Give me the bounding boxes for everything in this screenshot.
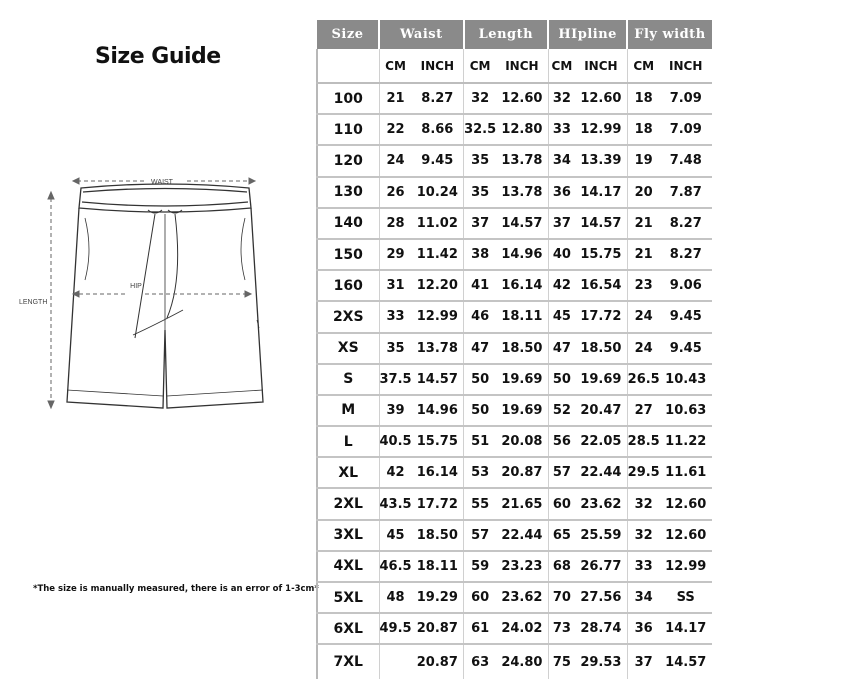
unit-label: INCH [496,49,548,83]
measure-cell: 34 [627,582,660,613]
size-cell: XS [317,333,379,364]
measure-cell: 14.57 [496,208,548,239]
measure-cell: 26.5 [627,364,660,395]
table-row [317,426,712,457]
size-cell: 100 [317,83,379,114]
measure-cell: 8.27 [660,239,712,270]
table-row [317,208,712,239]
measure-cell: 17.72 [575,301,627,332]
measure-cell: 21 [379,83,412,114]
measure-cell: 45 [379,520,412,551]
size-cell: 120 [317,145,379,176]
measure-cell: 22.44 [575,457,627,488]
measure-cell: 14.57 [575,208,627,239]
measure-cell: 11.22 [660,426,712,457]
header-length: Length [464,20,549,49]
measure-cell: 20 [627,177,660,208]
table-row [317,270,712,301]
table-row [317,83,712,114]
measure-cell: 68 [548,551,575,582]
measure-cell: 42 [548,270,575,301]
measure-cell: 25.59 [575,520,627,551]
measure-cell: 18.11 [412,551,464,582]
measure-cell: 13.78 [412,333,464,364]
measure-cell [379,644,412,679]
measure-cell: 16.54 [575,270,627,301]
measure-cell: 37 [627,644,660,679]
measure-cell: 33 [627,551,660,582]
measure-cell: 19.69 [575,364,627,395]
size-cell: 150 [317,239,379,270]
measure-cell: 37.5 [379,364,412,395]
measure-cell: 11.42 [412,239,464,270]
measure-cell: 19.69 [496,395,548,426]
size-cell: 6XL [317,613,379,644]
measure-cell: 13.78 [496,177,548,208]
header-waist: Waist [379,20,464,49]
measure-cell: 43.5 [379,488,412,519]
unit-label: INCH [660,49,712,83]
measure-cell: 23 [627,270,660,301]
measure-cell: 13.39 [575,145,627,176]
size-cell: 4XL [317,551,379,582]
header-fly-width: Fly width [627,20,712,49]
measure-cell: 8.66 [412,114,464,145]
measure-cell: 7.87 [660,177,712,208]
shorts-outline [67,184,263,408]
measure-cell: 37 [548,208,575,239]
table-row [317,239,712,270]
table-row [317,145,712,176]
size-cell: 130 [317,177,379,208]
unit-label: INCH [412,49,464,83]
measure-cell: 56 [548,426,575,457]
measure-cell: 10.24 [412,177,464,208]
size-cell: XL [317,457,379,488]
measure-cell: 20.87 [412,613,464,644]
measure-cell: 20.87 [416,654,458,670]
measure-cell: 14.17 [660,613,712,644]
measure-cell: 26 [379,177,412,208]
unit-row [317,49,712,83]
size-cell: 110 [317,114,379,145]
measure-cell: 26.77 [575,551,627,582]
measure-cell: 11.02 [412,208,464,239]
measure-cell: 33 [379,301,412,332]
measure-cell: 12.60 [496,83,548,114]
measure-cell: 29.5 [627,457,660,488]
measure-cell: 75 [548,644,575,679]
table-row [317,114,712,145]
measure-cell: 51 [464,426,497,457]
size-cell: 140 [317,208,379,239]
measure-cell: 21 [627,239,660,270]
hip-label: HIP [130,283,142,290]
measure-cell: 37 [464,208,497,239]
measure-cell: 48 [379,582,412,613]
measure-cell: 32 [627,488,660,519]
measure-cell: 50 [464,364,497,395]
unit-label: CM [379,49,412,83]
measure-cell: 12.99 [575,114,627,145]
unit-label: CM [627,49,660,83]
measure-cell: 50 [464,395,497,426]
measure-cell: 29.53 [580,654,622,670]
size-table-container [316,20,712,679]
measure-cell: 16.14 [496,270,548,301]
measure-cell: 18.50 [412,520,464,551]
table-row [317,644,712,679]
table-row [317,301,712,332]
measure-cell: 24 [627,301,660,332]
measure-cell: 17.72 [412,488,464,519]
measure-cell: 60 [464,582,497,613]
measure-cell: 41 [464,270,497,301]
measure-cell: 28.74 [575,613,627,644]
waist-label: WAIST [151,179,173,186]
measure-cell: 36 [548,177,575,208]
measure-cell: 12.80 [496,114,548,145]
measure-cell: 12.99 [412,301,464,332]
measure-cell: 7.48 [660,145,712,176]
measure-cell: 18 [627,83,660,114]
unit-blank [317,49,379,83]
length-label: LENGTH [19,299,48,306]
measure-cell: 18 [627,114,660,145]
measure-cell: 29 [379,239,412,270]
measure-cell: 40.5 [379,426,412,457]
measure-cell: 45 [548,301,575,332]
table-row [317,333,712,364]
measure-cell: 57 [548,457,575,488]
measure-cell: 53 [464,457,497,488]
measure-cell: 20.47 [575,395,627,426]
measure-cell: 14.17 [575,177,627,208]
measure-cell: 9.45 [660,333,712,364]
measure-cell: 47 [464,333,497,364]
header-hipline: HIpline [548,20,627,49]
size-cell: 5XL [317,582,379,613]
size-cell: S [317,364,379,395]
measure-cell: 19 [627,145,660,176]
measure-cell: 23.62 [575,488,627,519]
measure-cell: 10.63 [660,395,712,426]
measure-cell: 8.27 [412,83,464,114]
measure-cell: 59 [464,551,497,582]
header-row [317,20,712,49]
measure-cell: 32 [548,83,575,114]
measure-cell: 14.96 [496,239,548,270]
measure-cell: 12.60 [575,83,627,114]
measure-cell: 18.50 [575,333,627,364]
measure-cell: 52 [548,395,575,426]
measure-cell: 11.61 [660,457,712,488]
measure-cell: 10.43 [660,364,712,395]
page-title: Size Guide [95,44,221,69]
measure-cell: 49.5 [379,613,412,644]
length-dimension [48,192,54,408]
measure-cell: 50 [548,364,575,395]
measure-cell: SS [660,582,712,613]
measure-cell: 32.5 [464,114,497,145]
measure-cell: 12.99 [660,551,712,582]
size-cell: L [317,426,379,457]
measurement-note: *The size is manually measured, there is an error of 1-3cm* [33,584,319,594]
measure-cell: 16.14 [412,457,464,488]
measure-cell: 42 [379,457,412,488]
measure-cell: 27 [627,395,660,426]
measure-cell: 12.20 [412,270,464,301]
measure-cell: 24.80 [501,654,543,670]
measure-cell: 14.57 [665,654,707,670]
table-row [317,520,712,551]
measure-cell: 13.78 [496,145,548,176]
measure-cell: 35 [464,145,497,176]
measure-cell: 40 [548,239,575,270]
measure-cell: 14.57 [412,364,464,395]
measure-cell: 39 [379,395,412,426]
measure-cell: 28 [379,208,412,239]
measure-cell: 35 [379,333,412,364]
measure-cell: 34 [548,145,575,176]
unit-label: CM [464,49,497,83]
measure-cell: 63 [464,644,497,679]
size-cell: 160 [317,270,379,301]
measure-cell: 21 [627,208,660,239]
table-row [317,582,712,613]
measure-cell: 12.60 [660,520,712,551]
measure-cell: 18.50 [496,333,548,364]
measure-cell: 36 [627,613,660,644]
measure-cell: 15.75 [575,239,627,270]
table-row [317,395,712,426]
measure-cell: 19.69 [496,364,548,395]
size-cell: 2XL [317,488,379,519]
unit-label: INCH [575,49,627,83]
measure-cell: 27.56 [575,582,627,613]
measure-cell: 61 [464,613,497,644]
measure-cell: 23.23 [496,551,548,582]
measure-cell: 20.87 [496,457,548,488]
measure-cell: 9.45 [412,145,464,176]
header-size: Size [317,20,379,49]
measure-cell: 23.62 [496,582,548,613]
table-row [317,613,712,644]
measure-cell: 22.05 [575,426,627,457]
measure-cell: 9.06 [660,270,712,301]
measure-cell: 32 [464,83,497,114]
measure-cell: 31 [379,270,412,301]
measure-cell: 38 [464,239,497,270]
table-row [317,364,712,395]
table-row [317,457,712,488]
measure-cell: 15.75 [412,426,464,457]
measure-cell: 24 [627,333,660,364]
measure-cell: 7.09 [660,114,712,145]
measure-cell: 33 [548,114,575,145]
size-cell: 3XL [317,520,379,551]
size-table-body [317,83,712,679]
measure-cell: 65 [548,520,575,551]
measure-cell: 20.08 [496,426,548,457]
size-cell: 7XL [317,644,379,679]
measure-cell: 28.5 [627,426,660,457]
measure-cell: 60 [548,488,575,519]
measure-cell: 57 [464,520,497,551]
unit-label: CM [548,49,575,83]
size-cell: M [317,395,379,426]
measure-cell: 7.09 [660,83,712,114]
measure-cell: 21.65 [496,488,548,519]
measure-cell: 22 [379,114,412,145]
measure-cell: 32 [627,520,660,551]
measure-cell: 8.27 [660,208,712,239]
measure-cell: 73 [548,613,575,644]
measure-cell: 55 [464,488,497,519]
measure-cell: 70 [548,582,575,613]
measure-cell: 22.44 [496,520,548,551]
measure-cell: 35 [464,177,497,208]
measure-cell: 14.96 [412,395,464,426]
measure-cell: 12.60 [660,488,712,519]
size-cell: 2XS [317,301,379,332]
table-row [317,551,712,582]
measure-cell: 24.02 [496,613,548,644]
shorts-diagram [15,170,315,420]
measure-cell: 46.5 [379,551,412,582]
size-table [316,20,712,679]
measure-cell: 9.45 [660,301,712,332]
table-row [317,488,712,519]
measure-cell: 46 [464,301,497,332]
table-row [317,177,712,208]
measure-cell: 47 [548,333,575,364]
measure-cell: 24 [379,145,412,176]
measure-cell: 18.11 [496,301,548,332]
measure-cell: 19.29 [412,582,464,613]
hip-dimension [73,291,251,297]
